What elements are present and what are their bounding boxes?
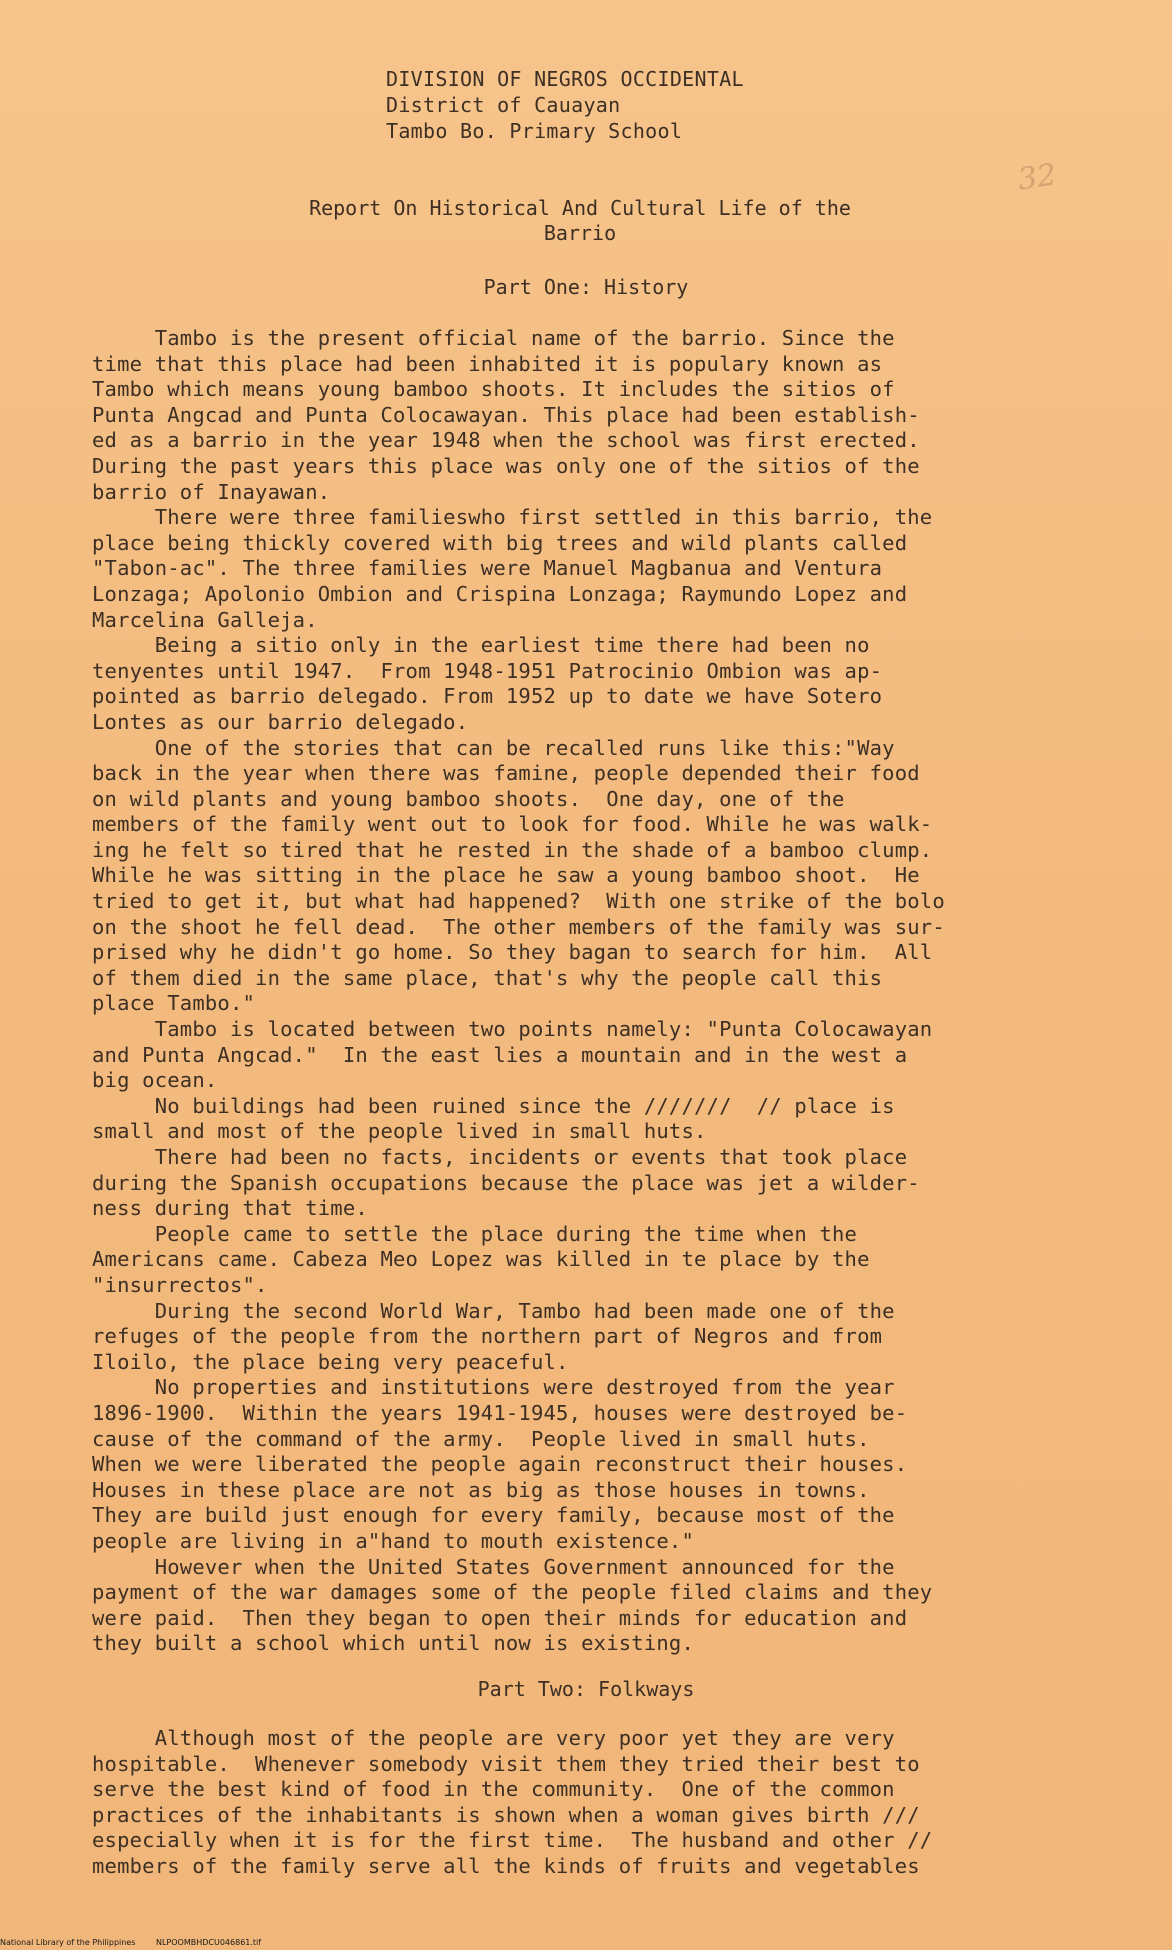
text-line: ing he felt so tired that he rested in the shade of a bamboo clump. — [92, 837, 933, 862]
text-line: small and most of the people lived in small huts. — [92, 1119, 707, 1144]
text-line: There were three familieswho first settled in this barrio, the — [92, 505, 933, 530]
text-line: members of the family serve all the kinds of fruits and vegetables — [92, 1853, 920, 1878]
header-school: Tambo Bo. Primary School — [386, 119, 683, 143]
text-line: During the past years this place was only one of the sitios of the — [92, 453, 920, 478]
text-line: place Tambo." — [92, 991, 256, 1016]
text-line: Lontes as our barrio delegado. — [92, 709, 469, 734]
text-line: There had been no facts, incidents or events that took place — [92, 1145, 908, 1169]
text-line: people are living in a"hand to mouth existence." — [92, 1528, 695, 1553]
text-line: serve the best kind of food in the community. One of the common — [92, 1777, 895, 1802]
scan-footer — [0, 1938, 1172, 1947]
text-line: Iloilo, the place being very peaceful. — [92, 1349, 569, 1374]
text-line: time that this place had been inhabited it is populary known as — [92, 351, 883, 376]
header-division: DIVISION OF NEGROS OCCIDENTAL — [386, 67, 744, 91]
part-one-heading: Part One: History — [483, 275, 689, 299]
text-line: Americans came. Cabeza Meo Lopez was killed in te place by the — [92, 1247, 870, 1272]
text-line: Tambo is the present official name of the barrio. Since the — [92, 326, 895, 350]
text-line: especially when it is for the first time. The husband and other // — [92, 1828, 933, 1853]
text-line: back in the year when there was famine, people depended their food — [92, 761, 920, 786]
text-line: Marcelina Galleja. — [92, 607, 318, 632]
text-line: No buildings had been ruined since the /////// // place is — [92, 1093, 895, 1118]
text-line: Although most of the people are very poor yet they are very — [92, 1726, 895, 1750]
text-line: on wild plants and young bamboo shoots. One day, one of the — [92, 786, 845, 811]
text-line: While he was sitting in the place he saw a young bamboo shoot. He — [92, 863, 920, 888]
text-line: and Punta Angcad." In the east lies a mountain and in the west a — [92, 1042, 908, 1067]
text-line: Houses in these place are not as big as those houses in towns. — [92, 1477, 870, 1502]
text-line: However when the United States Government announced for the — [92, 1554, 895, 1579]
text-line: cause of the command of the army. People lived in small huts. — [92, 1426, 870, 1451]
text-line: payment of the war damages some of the people filed claims and they — [92, 1580, 933, 1605]
text-line: "insurrectos". — [92, 1272, 268, 1297]
text-line: refuges of the people from the northern part of Negros and from — [92, 1324, 883, 1349]
text-line: When we were liberated the people again reconstruct their houses. — [92, 1452, 908, 1477]
text-line: tried to get it, but what had happened? With one strike of the bolo — [92, 889, 945, 914]
footer-file-id: NLPOOMBHDCU046861.tif — [155, 1938, 262, 1947]
text-line: People came to settle the place during the time when the — [92, 1221, 858, 1246]
text-line: hospitable. Whenever somebody visit them they tried their best to — [92, 1751, 920, 1776]
part-two-body — [92, 1726, 1132, 1880]
text-line: barrio of Inayawan. — [92, 479, 331, 504]
text-line: prised why he didn't go home. So they bagan to search for him. All — [92, 940, 933, 965]
text-line: big ocean. — [92, 1068, 218, 1093]
text-line: pointed as barrio delegado. From 1952 up to date we have Sotero — [92, 684, 883, 709]
text-line: tenyentes until 1947. From 1948-1951 Patrocinio Ombion was ap- — [92, 658, 883, 683]
report-title-line-2: Barrio — [543, 221, 617, 245]
text-line: ness during that time. — [92, 1196, 368, 1221]
document-header — [386, 66, 744, 144]
text-line: were paid. Then they began to open their minds for education and — [92, 1605, 908, 1630]
report-title-line-1: Report On Historical And Cultural Life of the — [309, 196, 851, 220]
text-line: of them died in the same place, that's why the people call this — [92, 965, 883, 990]
text-line: During the second World War, Tambo had been made one of the — [92, 1298, 895, 1323]
text-line: They are build just enough for every family, because most of the — [92, 1503, 895, 1528]
text-line: practices of the inhabitants is shown when a woman gives birth /// — [92, 1802, 920, 1827]
text-line: "Tabon-ac". The three families were Manuel Magbanua and Ventura — [92, 556, 883, 581]
header-district: District of Cauayan — [386, 93, 621, 117]
text-line: Tambo which means young bamboo shoots. It includes the sitios of — [92, 377, 895, 402]
text-line: they built a school which until now is existing. — [92, 1631, 695, 1656]
text-line: 1896-1900. Within the years 1941-1945, houses were destroyed be- — [92, 1400, 908, 1425]
handwritten-page-number: 32 — [1015, 157, 1059, 198]
footer-source: National Library of the Philippines — [0, 1938, 136, 1947]
text-line: Punta Angcad and Punta Colocawayan. This place had been establish- — [92, 402, 920, 427]
text-line: No properties and institutions were destroyed from the year — [92, 1375, 895, 1400]
part-one-body — [92, 326, 1132, 1682]
text-line: on the shoot he fell dead. The other members of the family was sur- — [92, 914, 945, 939]
text-line: Lonzaga; Apolonio Ombion and Crispina Lonzaga; Raymundo Lopez and — [92, 581, 908, 606]
part-two-heading: Part Two: Folkways — [477, 1677, 695, 1701]
text-line: Tambo is located between two points namely: "Punta Colocawayan — [92, 1017, 933, 1042]
text-line: One of the stories that can be recalled runs like this:"Way — [92, 735, 895, 760]
text-line: Being a sitio only in the earliest time there had been no — [92, 633, 870, 658]
text-line: place being thickly covered with big trees and wild plants called — [92, 530, 908, 555]
text-line: ed as a barrio in the year 1948 when the school was first erected. — [92, 428, 920, 453]
text-line: members of the family went out to look for food. While he was walk- — [92, 812, 933, 837]
report-title — [150, 196, 1010, 246]
text-line: during the Spanish occupations because the place was jet a wilder- — [92, 1170, 920, 1195]
